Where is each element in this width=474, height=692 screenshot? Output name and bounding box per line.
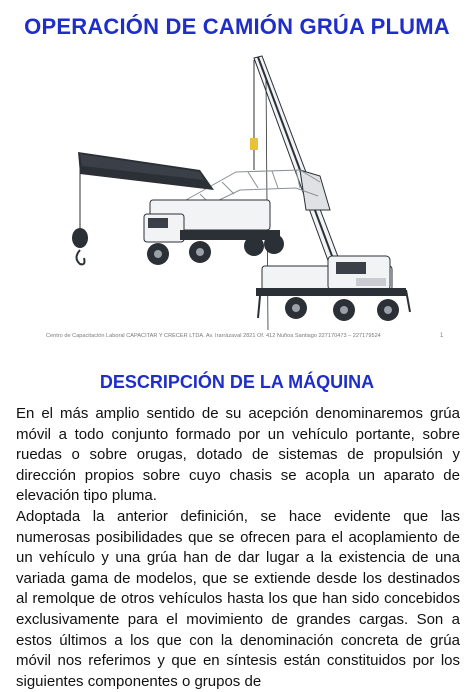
crane-trucks-illustration	[0, 0, 474, 340]
page-number: 1	[440, 333, 444, 339]
body-text	[16, 404, 460, 692]
right-truck	[256, 256, 410, 321]
section-title: DESCRIPCIÓN DE LA MÁQUINA	[99, 372, 375, 392]
paragraph-1: En el más amplio sentido de su acepción denominaremos grúa móvil a todo conjunto formado por un vehículo portante, sobre ruedas o sobre orugas, dotado de sistemas de propulsión y dirección propios sobre cuyo chasis se acopla un aparato de elevación tipo pluma.	[16, 405, 460, 505]
slide-title: OPERACIÓN DE CAMIÓN GRÚA PLUMA	[24, 14, 450, 39]
footer-contact: Centro de Capacitación Laboral CAPACITAR Y CRECER LTDA. Av. Irarrázaval 2821 Of. 412 Ñuñoa Santiago 227170473 – 227179524	[46, 333, 381, 339]
paragraph-2: Adoptada la anterior definición, se hace evidente que las numerosas posibilidades que se ofrecen para el acoplamiento de un vehículo y una grúa han de dar lugar a la existencia de una variada gama de modelos, que se extiende desde los destinados al remolque de otros vehículos hasta los que han sido concebidos exclusivamente para el movimiento de grandes cargas. Son a estos últimos a los que con la denominación concreta de grúa móvil nos referimos y que en síntesis están constituidos por los siguientes componentes o grupos de	[16, 507, 460, 690]
slide-2	[0, 352, 474, 690]
left-truck	[144, 200, 284, 265]
